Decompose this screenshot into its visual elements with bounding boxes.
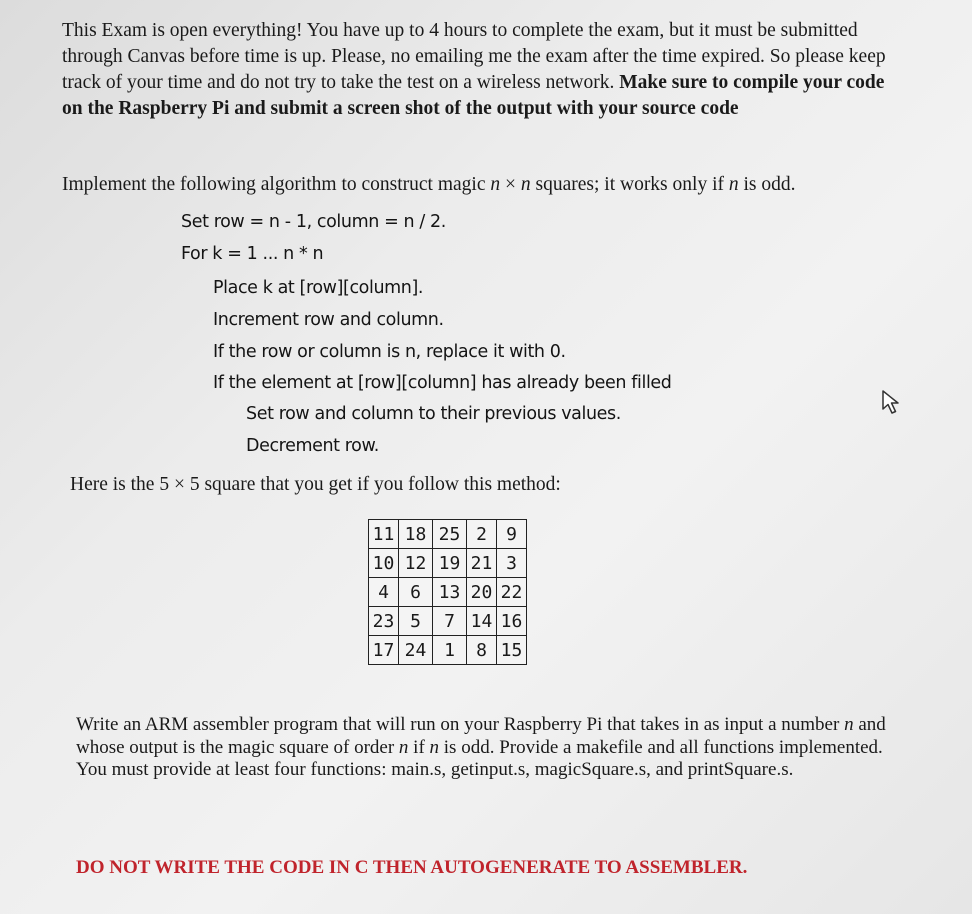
example-caption: Here is the 5 × 5 square that you get if you follow this method: xyxy=(70,474,561,495)
instructions-bold-text: Make sure to compile your code on the Raspberry Pi and submit a screen shot of the output with your source code xyxy=(62,72,885,119)
task-text: and whose output is the magic square of order xyxy=(76,714,886,758)
table-cell: 24 xyxy=(399,636,433,665)
table-row xyxy=(369,578,527,607)
table-cell: 21 xyxy=(467,549,497,578)
table-cell: 10 xyxy=(369,549,399,578)
table-row xyxy=(369,520,527,549)
table-cell: 15 xyxy=(497,636,527,665)
times-symbol: × xyxy=(500,174,521,195)
variable-n: n xyxy=(429,736,440,758)
algorithm-intro-text: Implement the following algorithm to construct magic xyxy=(62,174,491,195)
magic-square-table xyxy=(368,519,527,665)
table-cell: 3 xyxy=(497,549,527,578)
assignment-task xyxy=(76,714,896,782)
table-cell: 1 xyxy=(433,636,467,665)
table-cell: 8 xyxy=(467,636,497,665)
table-cell: 2 xyxy=(467,520,497,549)
variable-n: n xyxy=(728,174,739,195)
algorithm-intro-text: is odd. xyxy=(738,174,796,195)
variable-n: n xyxy=(520,174,531,195)
task-text: if xyxy=(408,736,430,758)
table-cell: 13 xyxy=(433,578,467,607)
variable-n: n xyxy=(490,174,501,195)
table-cell: 23 xyxy=(369,607,399,636)
table-row xyxy=(369,607,527,636)
algorithm-step: If the row or column is n, replace it with 0. xyxy=(213,342,566,362)
table-cell: 22 xyxy=(497,578,527,607)
exam-instructions xyxy=(62,18,902,122)
table-cell: 16 xyxy=(497,607,527,636)
algorithm-step: Decrement row. xyxy=(246,436,379,456)
algorithm-step: Set row = n - 1, column = n / 2. xyxy=(181,212,446,232)
algorithm-step: If the element at [row][column] has already been filled xyxy=(213,373,672,393)
algorithm-step: Place k at [row][column]. xyxy=(213,278,424,298)
instructions-text: This Exam is open everything! You have up to 4 hours to complete the exam, but it must be submitted through Canvas before time is up. Please, no emailing me the exam after the time expired. So please keep track of your time and do not try to take the test on a wireless network. xyxy=(62,20,886,93)
task-text: Write an ARM assembler program that will run on your Raspberry Pi that takes in as input a number xyxy=(76,714,845,735)
algorithm-step: Set row and column to their previous values. xyxy=(246,404,621,424)
algorithm-intro-text: squares; it works only if xyxy=(530,174,729,195)
table-row xyxy=(369,549,527,578)
table-cell: 4 xyxy=(369,578,399,607)
table-cell: 5 xyxy=(399,607,433,636)
mouse-pointer-icon xyxy=(881,389,905,417)
table-cell: 18 xyxy=(399,520,433,549)
table-cell: 6 xyxy=(399,578,433,607)
table-cell: 11 xyxy=(369,520,399,549)
table-row xyxy=(369,636,527,665)
table-cell: 7 xyxy=(433,607,467,636)
table-cell: 17 xyxy=(369,636,399,665)
variable-n: n xyxy=(398,736,409,758)
algorithm-intro xyxy=(62,172,922,198)
table-cell: 14 xyxy=(467,607,497,636)
table-cell: 12 xyxy=(399,549,433,578)
variable-n: n xyxy=(844,714,854,735)
warning-text: DO NOT WRITE THE CODE IN C THEN AUTOGENERATE TO ASSEMBLER. xyxy=(76,857,748,878)
table-cell: 19 xyxy=(433,549,467,578)
table-cell: 9 xyxy=(497,520,527,549)
table-cell: 25 xyxy=(433,520,467,549)
algorithm-step: Increment row and column. xyxy=(213,310,444,330)
table-cell: 20 xyxy=(467,578,497,607)
task-text: is odd. Provide a makefile and all functions implemented. You must provide at least four functions: main.s, getinput.s, magicSquare.s, and printSquare.s. xyxy=(76,736,883,780)
algorithm-step: For k = 1 ... n * n xyxy=(181,244,324,264)
